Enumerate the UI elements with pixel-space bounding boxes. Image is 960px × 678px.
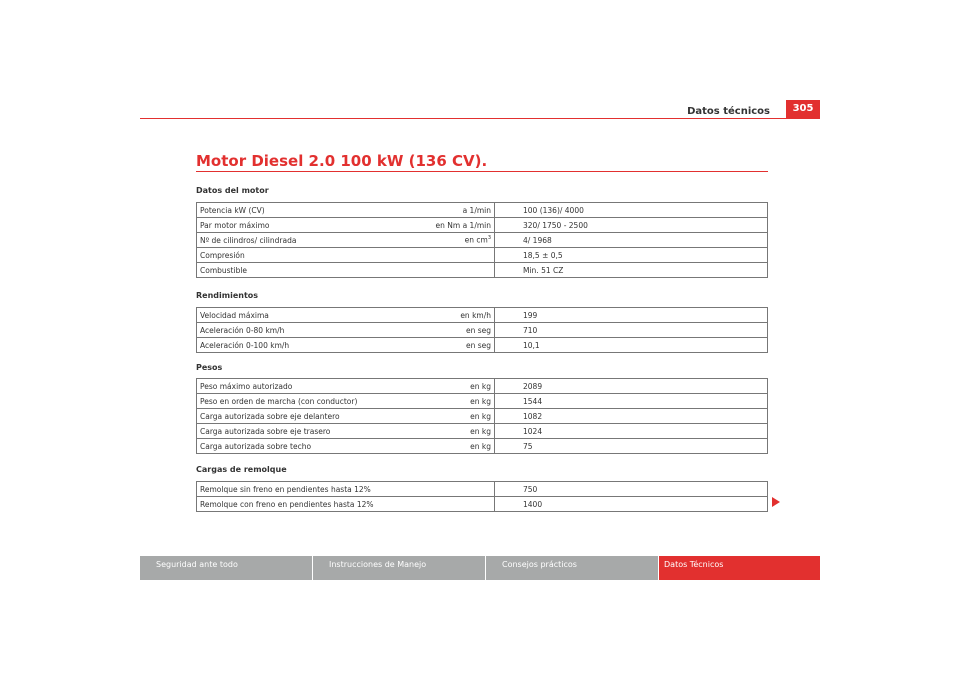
unit-superscript: 3 bbox=[487, 235, 491, 242]
table-row bbox=[197, 218, 768, 233]
row-unit: en kg bbox=[383, 409, 495, 424]
row-label: Compresión bbox=[197, 248, 384, 263]
row-unit bbox=[383, 482, 495, 497]
row-unit bbox=[383, 233, 495, 248]
table-remolque bbox=[196, 481, 768, 512]
table-row bbox=[197, 308, 768, 323]
row-label: Carga autorizada sobre techo bbox=[197, 439, 384, 454]
table-row bbox=[197, 203, 768, 218]
row-label: Nº de cilindros/ cilindrada bbox=[197, 233, 384, 248]
table-row bbox=[197, 263, 768, 278]
row-unit bbox=[383, 248, 495, 263]
tab-instrucciones[interactable]: Instrucciones de Manejo bbox=[313, 556, 485, 580]
row-value: 199 bbox=[495, 308, 768, 323]
table-row bbox=[197, 482, 768, 497]
row-value: 1082 bbox=[495, 409, 768, 424]
row-value: 10,1 bbox=[495, 338, 768, 353]
table-row bbox=[197, 379, 768, 394]
title-divider bbox=[196, 171, 768, 172]
triangle-right-icon[interactable] bbox=[772, 497, 780, 507]
row-label: Remolque sin freno en pendientes hasta 12% bbox=[197, 482, 384, 497]
row-unit: en seg bbox=[383, 338, 495, 353]
table-row bbox=[197, 497, 768, 512]
header-title: Datos técnicos bbox=[687, 106, 770, 117]
row-unit: en Nm a 1/min bbox=[383, 218, 495, 233]
row-value: 1544 bbox=[495, 394, 768, 409]
table-row bbox=[197, 409, 768, 424]
row-unit: en kg bbox=[383, 424, 495, 439]
row-value: 4/ 1968 bbox=[495, 233, 768, 248]
page-title: Motor Diesel 2.0 100 kW (136 CV). bbox=[196, 152, 488, 170]
table-rendimientos bbox=[196, 307, 768, 353]
unit-text: en cm bbox=[464, 235, 488, 245]
section-heading-remolque: Cargas de remolque bbox=[196, 465, 287, 474]
row-value: 710 bbox=[495, 323, 768, 338]
tab-datos-tecnicos[interactable]: Datos Técnicos bbox=[659, 556, 820, 580]
table-row bbox=[197, 233, 768, 248]
header-divider bbox=[140, 118, 820, 119]
table-row bbox=[197, 338, 768, 353]
row-label: Remolque con freno en pendientes hasta 12% bbox=[197, 497, 384, 512]
table-motor bbox=[196, 202, 768, 278]
row-label: Carga autorizada sobre eje delantero bbox=[197, 409, 384, 424]
row-unit: en seg bbox=[383, 323, 495, 338]
table-row bbox=[197, 424, 768, 439]
section-heading-pesos: Pesos bbox=[196, 363, 223, 372]
tab-seguridad[interactable]: Seguridad ante todo bbox=[140, 556, 312, 580]
row-label: Combustible bbox=[197, 263, 384, 278]
row-value: 1024 bbox=[495, 424, 768, 439]
row-label: Peso máximo autorizado bbox=[197, 379, 384, 394]
row-label: Carga autorizada sobre eje trasero bbox=[197, 424, 384, 439]
row-label: Aceleración 0-100 km/h bbox=[197, 338, 384, 353]
row-label: Aceleración 0-80 km/h bbox=[197, 323, 384, 338]
table-row bbox=[197, 323, 768, 338]
row-value: 750 bbox=[495, 482, 768, 497]
row-unit bbox=[383, 497, 495, 512]
table-row bbox=[197, 394, 768, 409]
page-number: 305 bbox=[786, 100, 820, 118]
row-value: 100 (136)/ 4000 bbox=[495, 203, 768, 218]
table-row bbox=[197, 439, 768, 454]
row-label: Potencia kW (CV) bbox=[197, 203, 384, 218]
row-label: Peso en orden de marcha (con conductor) bbox=[197, 394, 384, 409]
row-value: 1400 bbox=[495, 497, 768, 512]
row-unit bbox=[383, 263, 495, 278]
row-value: 75 bbox=[495, 439, 768, 454]
row-unit: en kg bbox=[383, 394, 495, 409]
tab-consejos[interactable]: Consejos prácticos bbox=[486, 556, 658, 580]
row-value: 18,5 ± 0,5 bbox=[495, 248, 768, 263]
row-unit: en km/h bbox=[383, 308, 495, 323]
table-pesos bbox=[196, 378, 768, 454]
footer-nav bbox=[140, 556, 820, 580]
row-label: Velocidad máxima bbox=[197, 308, 384, 323]
row-unit: en kg bbox=[383, 439, 495, 454]
section-heading-motor: Datos del motor bbox=[196, 186, 269, 195]
row-unit: en kg bbox=[383, 379, 495, 394]
section-heading-rendimientos: Rendimientos bbox=[196, 291, 259, 300]
table-row bbox=[197, 248, 768, 263]
row-value: 2089 bbox=[495, 379, 768, 394]
row-label: Par motor máximo bbox=[197, 218, 384, 233]
row-value: 320/ 1750 - 2500 bbox=[495, 218, 768, 233]
row-value: Min. 51 CZ bbox=[495, 263, 768, 278]
row-unit: a 1/min bbox=[383, 203, 495, 218]
